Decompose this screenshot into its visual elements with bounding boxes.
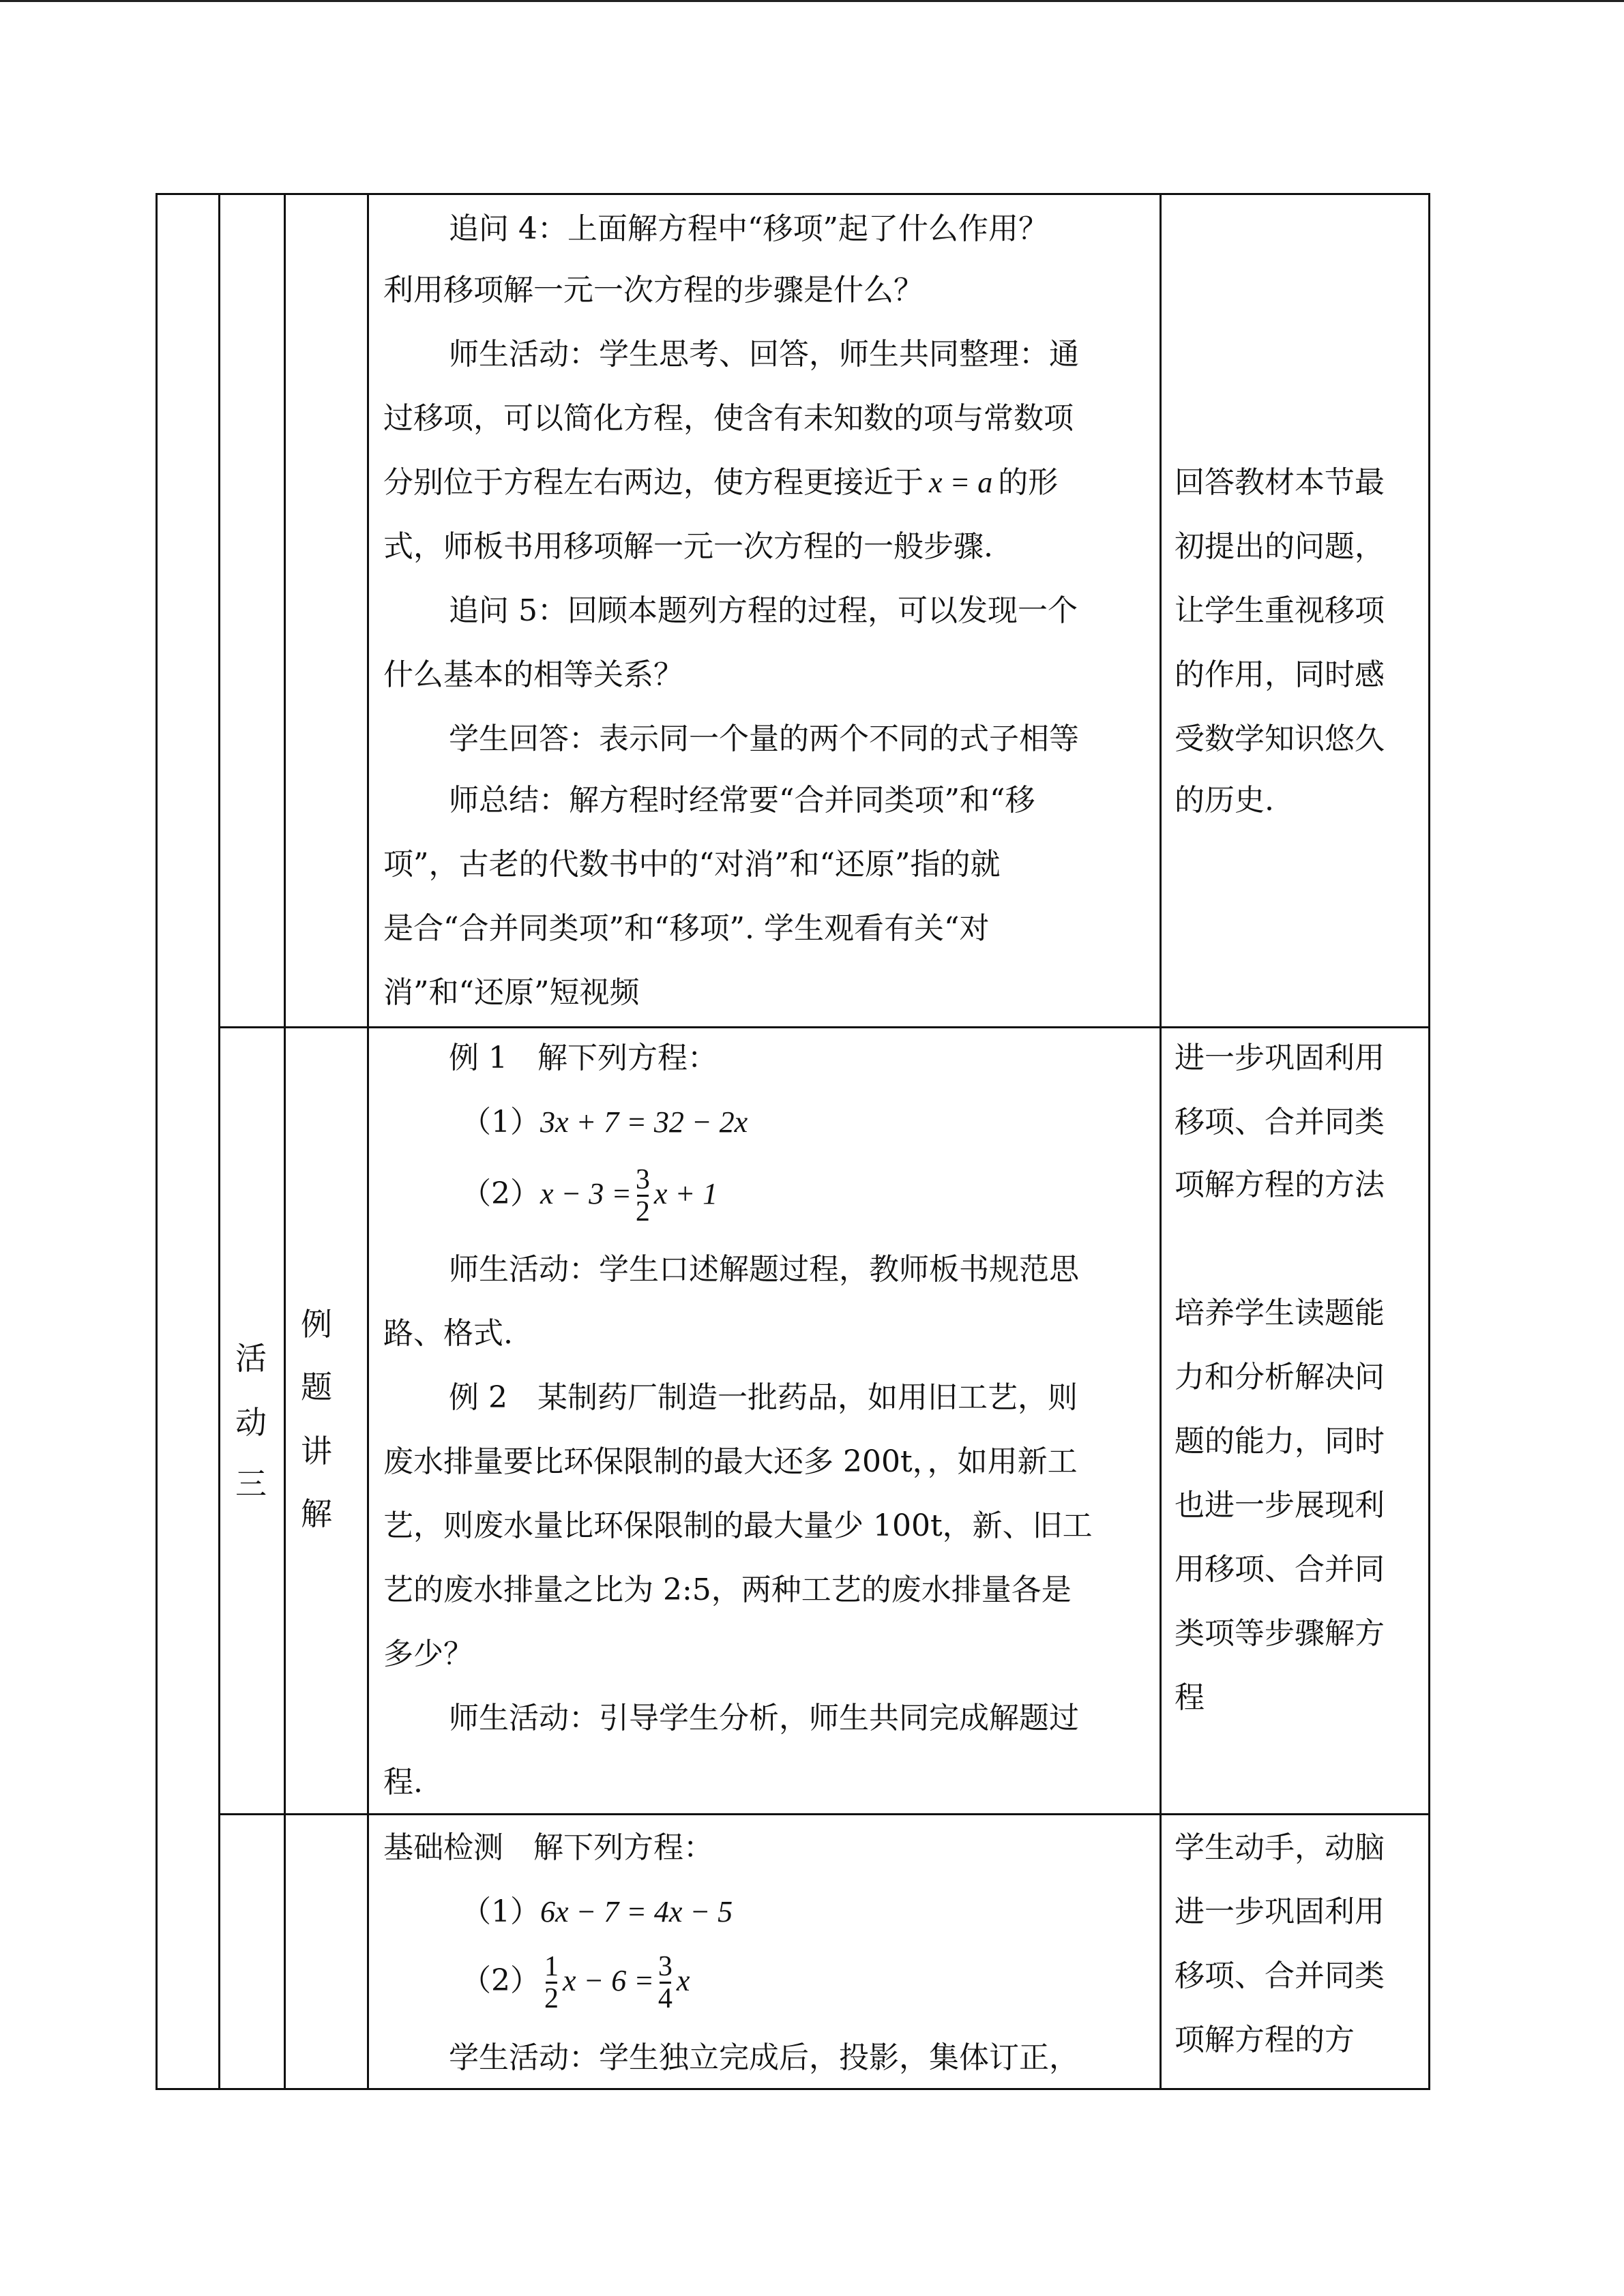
fraction-denominator: 2 — [544, 1983, 559, 2014]
equation-label: （2） — [461, 1176, 540, 1211]
fraction-numerator: 3 — [658, 1951, 673, 1982]
fraction-denominator: 2 — [635, 1196, 650, 1227]
text-segment: 的形 — [998, 465, 1059, 500]
section-label: 例 — [301, 1306, 332, 1343]
math-expression: x = a — [929, 466, 993, 499]
fraction — [636, 1165, 650, 1227]
activity-label: 三 — [235, 1465, 267, 1502]
note-line: 让学生重视移项 — [1175, 593, 1385, 628]
note-line: 用移项、合并同 — [1175, 1552, 1385, 1587]
equation-label: （2） — [461, 1963, 540, 1998]
fraction-numerator: 1 — [544, 1951, 559, 1982]
table-col-divider — [218, 193, 220, 2090]
note-line: 移项、合并同类 — [1175, 1105, 1385, 1139]
text-line: 学生活动：学生独立完成后，投影，集体订正， — [449, 2040, 1079, 2075]
note-line: 项解方程的方法 — [1175, 1167, 1385, 1202]
math-expression: 3x + 7 = 32 − 2x — [540, 1105, 748, 1139]
table-border-left — [156, 193, 158, 2090]
section-label: 解 — [301, 1495, 332, 1532]
table-col-divider — [284, 193, 286, 2090]
activity-label: 活 — [235, 1340, 267, 1377]
table-border-top — [156, 193, 1430, 195]
fraction-denominator: 4 — [658, 1983, 673, 2014]
page-top-border — [0, 0, 1624, 2]
text-line: 路、格式. — [383, 1316, 513, 1351]
math-expression: x — [676, 1964, 690, 1997]
note-line: 移项、合并同类 — [1175, 1958, 1385, 1993]
note-line: 学生动手，动脑 — [1175, 1830, 1385, 1865]
text-line: 师生活动：引导学生分析，师生共同完成解题过 — [449, 1701, 1079, 1735]
math-expression: x + 1 — [653, 1177, 718, 1210]
text-segment: 分别位于方程左右两边，使方程更接近于 — [383, 465, 924, 500]
note-line: 进一步巩固利用 — [1175, 1041, 1385, 1075]
note-line: 培养学生读题能 — [1175, 1296, 1385, 1330]
table-row-divider — [218, 1813, 1430, 1815]
section-label: 讲 — [301, 1433, 332, 1470]
text-line: 追问 4：上面解方程中“移项”起了什么作用？ — [449, 211, 1048, 246]
text-line: 多少？ — [383, 1637, 473, 1671]
note-line: 初提出的问题， — [1175, 529, 1385, 564]
text-line: 是合“合并同类项”和“移项”. 学生观看有关“对 — [383, 911, 990, 946]
equation-label: （1） — [461, 1105, 540, 1139]
text-line: 项”，古老的代数书中的“对消”和“还原”指的就 — [383, 847, 1001, 882]
text-line: 消”和“还原”短视频 — [383, 975, 640, 1010]
text-line: 师总结：解方程时经常要“合并同类项”和“移 — [449, 783, 1035, 818]
text-line: 追问 5：回顾本题列方程的过程，可以发现一个 — [449, 593, 1078, 628]
table-border-bottom — [156, 2088, 1430, 2090]
text-line: 艺，则废水量比环保限制的最大量少 100t，新、旧工 — [383, 1508, 1093, 1543]
note-line: 力和分析解决问 — [1175, 1360, 1385, 1395]
note-line: 题的能力，同时 — [1175, 1424, 1385, 1459]
text-line: 学生回答：表示同一个量的两个不同的式子相等 — [449, 721, 1079, 756]
note-line: 的作用，同时感 — [1175, 657, 1385, 692]
fraction — [658, 1952, 673, 2014]
exercise-title: 基础检测 解下列方程： — [383, 1830, 713, 1865]
text-line: 艺的废水排量之比为 2:5，两种工艺的废水排量各是 — [383, 1572, 1072, 1607]
example-title: 例 1 解下列方程： — [449, 1041, 718, 1075]
note-line: 受数学知识悠久 — [1175, 721, 1385, 756]
text-line: 什么基本的相等关系？ — [383, 657, 683, 692]
text-line: 利用移项解一元一次方程的步骤是什么？ — [383, 273, 924, 308]
equation — [461, 1105, 748, 1140]
note-line: 回答教材本节最 — [1175, 465, 1385, 500]
equation — [461, 1163, 718, 1227]
fraction-numerator: 3 — [635, 1164, 650, 1195]
math-expression: x − 6 = — [563, 1964, 654, 1997]
note-line: 进一步巩固利用 — [1175, 1894, 1385, 1929]
note-line: 的历史. — [1175, 783, 1274, 818]
equation — [461, 1894, 733, 1930]
text-line: 式，师板书用移项解一元一次方程的一般步骤. — [383, 529, 993, 564]
table-col-divider — [1160, 193, 1162, 2090]
math-expression: 6x − 7 = 4x − 5 — [540, 1895, 733, 1928]
fraction — [544, 1952, 559, 2014]
text-line: 过移项，可以简化方程，使含有未知数的项与常数项 — [383, 401, 1074, 436]
note-line: 类项等步骤解方 — [1175, 1616, 1385, 1651]
note-line: 项解方程的方 — [1175, 2023, 1355, 2057]
table-row-divider — [218, 1026, 1430, 1028]
note-line: 也进一步展现利 — [1175, 1488, 1385, 1523]
text-line — [383, 465, 1058, 501]
note-line: 程 — [1175, 1680, 1205, 1715]
text-line: 例 2 某制药厂制造一批药品，如用旧工艺，则 — [449, 1380, 1078, 1415]
section-label: 题 — [301, 1369, 332, 1405]
table-border-right — [1428, 193, 1430, 2090]
text-line: 废水排量要比环保限制的最大还多 200t，，如用新工 — [383, 1444, 1078, 1479]
activity-label: 动 — [235, 1404, 267, 1441]
text-line: 师生活动：学生口述解题过程，教师板书规范思 — [449, 1252, 1079, 1287]
table-col-divider — [367, 193, 369, 2090]
math-expression: x − 3 = — [540, 1177, 632, 1210]
equation-label: （1） — [461, 1894, 540, 1929]
text-line: 师生活动：学生思考、回答，师生共同整理：通 — [449, 337, 1079, 372]
equation — [461, 1950, 690, 2014]
text-line: 程. — [383, 1765, 423, 1800]
